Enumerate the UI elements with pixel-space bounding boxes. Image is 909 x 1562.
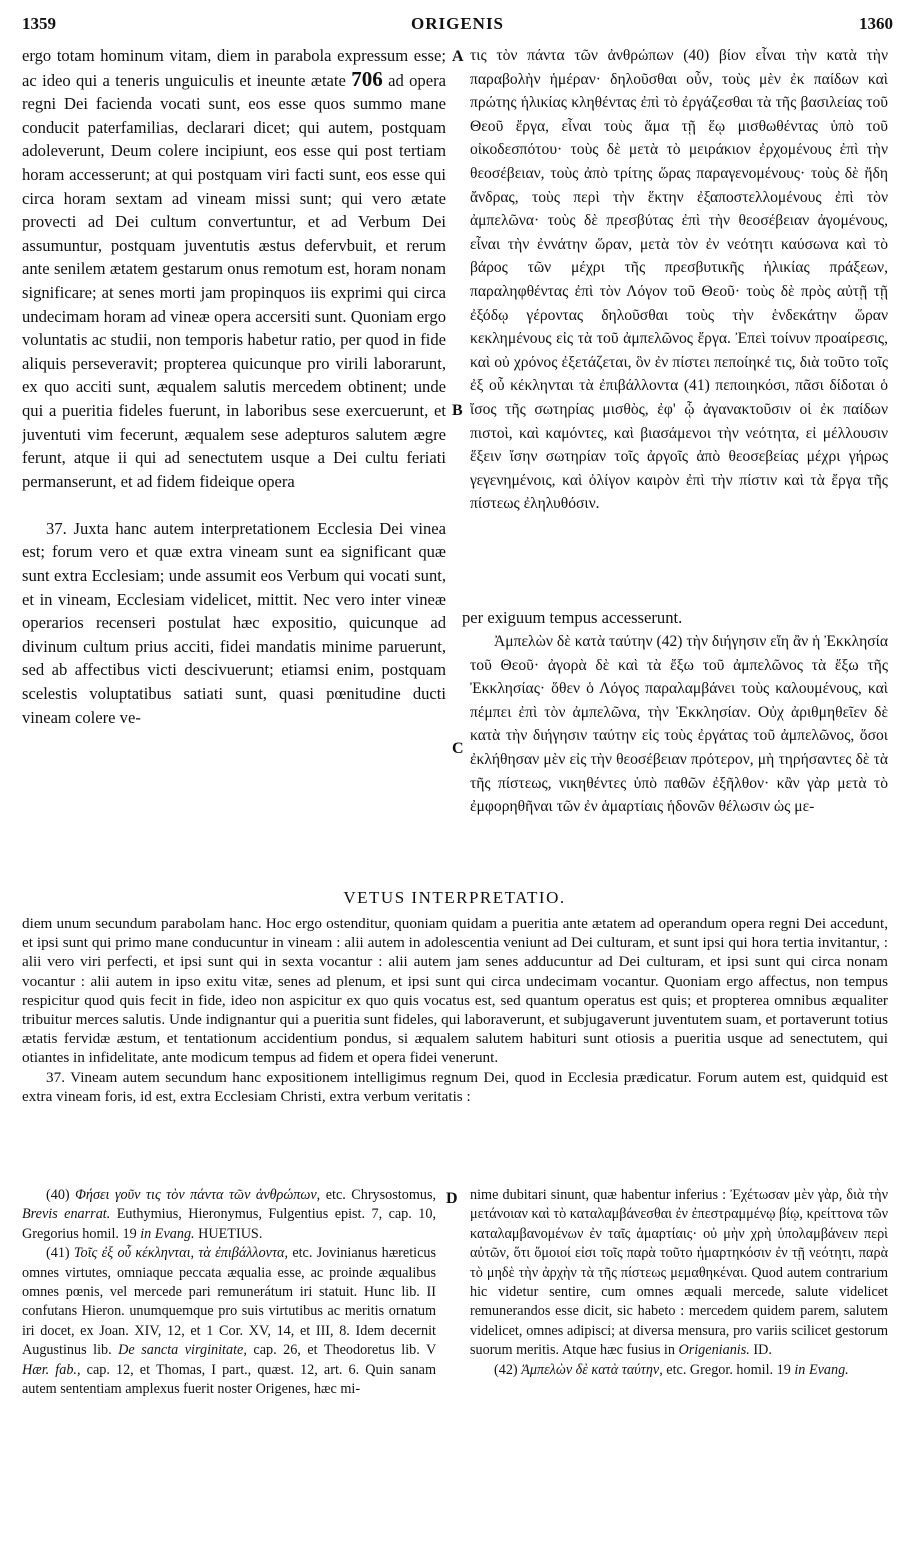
footnote-41-title-2: Hær. fab.,: [22, 1361, 81, 1378]
latin-column: [22, 44, 446, 729]
footnote-40-text-a: etc. Chrysostomus,: [325, 1187, 436, 1203]
vetus-paragraph-1: diem unum secundum parabolam hanc. Hoc ergo ostenditur, quoniam quidam a pueritia ante ætatem ad operandum opera regni Dei accedunt, et ipsi sunt qui primo mane conducuntur in vineam : alii autem in adolescentia veniunt ad Dei culturam, et sunt ipsi qui hora tertia invitantur, : alii vero viri perfecti, et ipsi sunt qui in sexta vocantur : alii autem jam senes adducuntur ad Dei culturam, et ipsi sunt qui circa nonam vocantur : alii autem in ipso exitu vitæ, senes ad plenum, et ipsi sunt qui circa undecimam vocantur. Quoniam ergo affectus, non tempus respicitur quod quis fecit in fide, ideo non aspicitur ex quo quis vocatus est, sed quantum operatus est quis; et propterea omnibus æqualiter tribuitur merces salutis. Unde indignantur qui a pueritia sunt fideles, qui laboraverunt, et subjugaverunt juventutem suam, et portaverunt totius ætatis fervidæ æstum, et tentationum accidentium pondus, si æqualem salutem habituri sunt otiosis a pueritia usque ad senectutem, qui otiantes in infidelitate, ante modicum tempus ad fidem et opera fidei venerunt.: [22, 915, 888, 1067]
footnotes-right: [470, 1186, 888, 1380]
footnote-40-number: (40): [46, 1187, 70, 1203]
footnote-40-lemma: Φήσει γοῦν τις τὸν πάντα τῶν ἀνθρώπων,: [75, 1187, 321, 1203]
greek-column: [470, 44, 888, 604]
section-title: VETUS INTERPRETATIO.: [343, 888, 566, 907]
section-marker-b: B: [452, 402, 463, 419]
footnote-42-text: etc. Gregor. homil. 19: [666, 1361, 791, 1378]
page-number-right: 1360: [859, 14, 893, 33]
footnote-40-text-b: Euthymius, Hieronymus, Fulgentius epist. 7, cap. 10, Gregorius homil. 19: [22, 1206, 436, 1242]
section-marker-a: A: [452, 48, 464, 65]
greek-column-lower: [470, 630, 888, 870]
footnote-41-continued-signature: ID.: [753, 1342, 772, 1359]
page-header: [22, 14, 893, 38]
running-title: ORIGENIS: [410, 14, 505, 33]
footnote-41-text-a: etc. Jovinianus hæreticus omnes virtutes, omniaque peccata æqualia esse, ac proinde æqualibus omnes pœnis, vel mercede pari remunerátum iri statuit. Hunc lib. II confutans Hieron. unumquemque pro suis virtutibus ac meritis ornatum iri docet, ex Joan. XIV, 12, et 1 Cor. XV, 14, et III, 8. Idem decernit Augustinus lib.: [22, 1245, 436, 1359]
footnote-41-continued-text: nime dubitari sinunt, quæ habentur inferius : Ἐχέτωσαν μὲν γὰρ, διὰ τὴν μετάνοιαν καὶ τὸ καταλαμβάνεσθαι ἐν ἐπεστραμμένῳ βίῳ, κρείττονα τῶν καταλαμβανομένων ἐν ταῖς ἁμαρτίαις· οὐ μὴν χρὴ ὑπολαμβάνειν περὶ αὐτῶν, ὅτι ὅμοιοί εἰσι τοῖς παρὰ τοῦτο ἡμαρτηκόσιν ἐν τῇ νεότητι, παρὰ τὸ μηδὲ τὴν ἀρχὴν τὰ τῆς πίστεως μεμαθηκέναι. Quod autem contrarium hic videtur sentire, cum omnes æquali mercede, salute videlicet remunerandos esse dicit, sic habeto : mercedem quidem parem, salutem videlicet, omnes adipisci; at diversa mensura, pro variis scilicet gestorum suorum meritis. Atque hæc fusius in: [470, 1187, 888, 1359]
latin-text-1b: ad opera regni Dei facienda vocati sunt, eos esse quos summo mane conducit paterfamilias, declarari dicet; qui autem, postquam adoleverunt, Deum colere incipiunt, eos esse qui post tertiam horam accesserunt; at qui postquam viri facti sunt, eos esse qui circa horam sextam ad vineam missi sunt; qui vero ætate provecti ad Dei cultum convertuntur, et ad Verbum Dei assumuntur, postquam juventutis æstus defervbuit, et rerum ante senilem ætatem gestarum onus remotum est, horam nonam significare; at senes morti jam propinquos iis exprimi qui circa undecimam horam ad vineæ opera accersiti sunt. Quoniam ergo voluntatis ac studii, non temporis habetur ratio, per quod in fide aliquis perseveravit; propterea quicunque pro virili laborarunt, ex quo acciti sunt, æqualem salutis mercedem obtinent; unde qui a pueritia fideles fuerunt, in laboribus sese exercuerunt, et juventuti vim fecerunt, æqualem sese adepturos salutem ægre ferunt, atque ii qui ad senectutem usque a Dei cultu feriati permanserunt, et ad fidem fideique opera: [22, 70, 446, 491]
latin-text-1a: ergo totam hominum vitam, diem in parabola expressum esse; ac ideo qui a teneris unguiculis et ineunte ætate: [22, 46, 446, 90]
footnote-41-number: (41): [46, 1245, 70, 1262]
footnote-42-title: in Evang.: [794, 1361, 849, 1378]
footnote-41-text-c: cap. 12, et Thomas, I part., quæst. 12, art. 6. Quin sanam autem sententiam amplexus fuerit noster Origenes, hæc mi-: [22, 1361, 436, 1398]
footnote-42: [470, 1361, 888, 1380]
latin-paragraph-2: 37. Juxta hanc autem interpretationem Ecclesia Dei vinea est; forum vero et quæ extra vineam sunt ea significant quæ sunt extra Ecclesiam; unde assumit eos Verbum qui vocati sunt, et in vineam, Ecclesiam videlicet, mittit. Nec vero inter vineæ operarios recenseri postulat hæc expositio, quicunque ad divinum cultum prius acciti, fidei mandatis minime paruerunt, sed ab affectibus victi descivuerunt; etiamsi enim, postquam scelestis voluptatibus satiati sunt, quasi pœnitudine ducti vineam colere ve-: [22, 518, 446, 727]
footnote-41-continued-title: Origenianis.: [678, 1342, 750, 1359]
footnote-40-title-1: Brevis enarrat.: [22, 1206, 111, 1223]
marginal-number: 706: [351, 66, 383, 91]
footnote-41-lemma: Τοῖς ἐξ οὗ κέκληνται, τὰ ἐπιβάλλοντα,: [73, 1245, 289, 1262]
latin-paragraph-1: [22, 44, 446, 493]
section-marker-c: C: [452, 740, 464, 757]
footnote-41: [22, 1244, 436, 1399]
footnote-40-title-2: in Evang.: [140, 1225, 195, 1242]
latin-tail-line: per exiguum tempus accesserunt.: [462, 608, 683, 627]
footnote-40: [22, 1186, 436, 1244]
vetus-paragraph-2: 37. Vineam autem secundum hanc expositionem intelligimus regnum Dei, quod in Ecclesia prædicatur. Forum autem est, quidquid est extra vineam foris, id est, extra Ecclesiam Christi, extra verbum veritatis :: [22, 1068, 888, 1105]
footnote-41-continued: [470, 1186, 888, 1361]
vetus-interpretatio: [22, 914, 888, 1106]
greek-paragraph-2: Ἀμπελὼν δὲ κατὰ ταύτην (42) τὴν διήγησιν εἴη ἂν ἡ Ἐκκλησία τοῦ Θεοῦ· ἀγορὰ δὲ καὶ τὰ ἔξω τοῦ ἀμπελῶνος τὰ ἔξω τῆς Ἐκκλησίας· ὅθεν ὁ Λόγος παραλαμβάνει τοὺς καλουμένους, καὶ πέμπει ἐπὶ τὸν ἀμπελῶνα, τὴν Ἐκκλησίαν. Οὐχ ἀριθμηθεῖεν δὲ κατὰ τὴν διήγησιν ταύτην εἰς τοὺς ἐργάτας τοῦ ἀμπελῶνος, ὅσοι ἐκλήθησαν μὲν εἰς τὴν θεοσέβειαν πρότερον, μὴ τηρήσαντες δὲ τὰ τῆς πίστεως, νικηθέντες ὑπὸ παθῶν ἐξῆλθον· κἂν γὰρ μετὰ τὸ ἐμφορηθῆναι τῶν ἐν ἁμαρτίαις ἡδονῶν θέλωσιν ὡς με-: [470, 633, 888, 816]
footnote-42-number: (42): [494, 1361, 518, 1378]
footnote-42-lemma: Ἀμπελὼν δὲ κατὰ ταύτην,: [521, 1361, 663, 1378]
footnote-41-title-1: De sancta virginitate,: [118, 1342, 247, 1359]
footnotes-left: [22, 1186, 436, 1399]
footnote-41-text-b: cap. 26, et Theodoretus lib. V: [253, 1342, 436, 1359]
footnote-40-signature: HUETIUS.: [198, 1225, 263, 1242]
section-marker-d: D: [446, 1190, 458, 1207]
page-number-left: 1359: [22, 14, 56, 33]
greek-paragraph-1: τις τὸν πάντα τῶν ἀνθρώπων (40) βίον εἶναι τὴν κατὰ τὴν παραβολὴν ἡμέραν· δηλοῦσθαι οὖν, τοὺς μὲν ἐκ παίδων καὶ πρώτης ἡλικίας κληθέντας ἐπὶ τὸ ἐργάζεσθαι τὰ τῆς βασιλείας τοῦ Θεοῦ ἔργα, εἶναι τοὺς ἅμα τῇ ἕῳ μισθωθέντας ὑπὸ τοῦ οἰκοδεσπότου· τοὺς δὲ μετὰ τὸ μειράκιον ἐρχομένους ἐπὶ τὴν θεοσέβειαν, τοὺς ἀπὸ τρίτης ὥρας παραγενομένους· τοὺς δὲ ἤδη ἄνδρας, τοὺς περὶ τὴν ἕκτην ἐξαποστελλομένους ἐπὶ τὸν ἀμπελῶνα· τοὺς δὲ πρεσβύτας ἐπὶ τὴν θεοσέβειαν ἀγομένους, εἶναι τὴν ἐννάτην ὥραν, μετὰ τὸν ἐν νεότητι καύσωνα καὶ τὸ βάρος τῶν μέχρι τῆς πρεσβυτικῆς ἡλικίας πράξεων, παραληφθέντας ἐπὶ τὸν Λόγον τοῦ Θεοῦ· τοὺς δὲ πρὸς αὐτῇ τῇ ἐξόδῳ γέροντας δηλοῦσθαι τοὺς τὴν ἑνδεκάτην ὥραν κεκλημένους εἰς τὰ τοῦ ἀμπελῶνος ἔργα. Ἐπεὶ τοίνυν προαίρεσις, καὶ οὐ χρόνος ἐξετάζεται, ὃν ἐν πίστει πεποίηκέ τις, διὰ τοῦτο τοῖς ἐξ οὗ κέκληνται τὰ ἐπιβάλλοντα (41) πεποιηκόσι, πᾶσι δίδοται ὁ ἴσος τῆς σωτηρίας μισθὸς, ἐφ' ᾧ ἀγανακτοῦσιν οἱ ἐκ παίδων πιστοὶ, καὶ καμόντες, καὶ βιασάμενοι τὴν νεότητα, εἰ μέλλουσιν ἕξειν ἴσην σωτηρίαν τοῖς ἀργοῖς ἀπὸ θεοσεβείας μέχρι γήρως γεγενημένοις, καὶ ὀλίγον καιρὸν ἐπὶ τὴν πίστιν καὶ τὰ ἔργα τῆς πίστεως ἐληλυθόσιν.: [470, 47, 888, 513]
